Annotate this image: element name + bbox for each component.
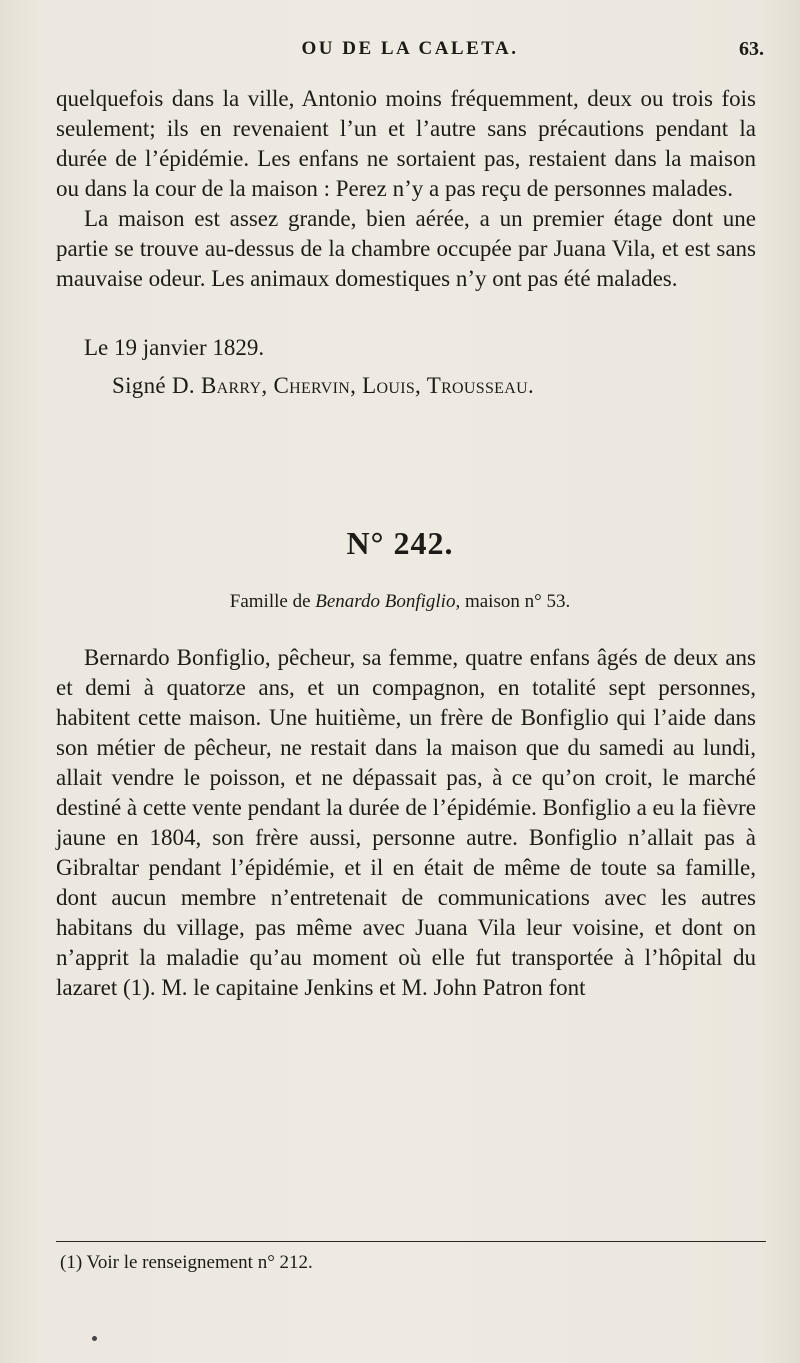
subtitle-prefix: Famille de: [229, 591, 311, 612]
running-title: OU DE LA CALETA.: [301, 38, 519, 59]
footnote-rule: [56, 1241, 766, 1242]
signature-names: D. Barry, Chervin, Louis, Trousseau.: [171, 373, 535, 398]
ink-speck: [92, 1336, 97, 1341]
paragraph: quelquefois dans la ville, Antonio moins fréquemment, deux ou trois fois seulement; ils en revenaient l’un et l’autre sans précautions pendant la durée de l’épidémie. Les enfans ne sortaient pas, restaient dans la maison ou dans la cour de la maison : Perez n’y a pas reçu de personnes malades.: [56, 86, 756, 201]
footnote: (1) Voir le renseignement n° 212.: [60, 1252, 313, 1273]
paragraph: Bernardo Bonfiglio, pêcheur, sa femme, quatre enfans âgés de deux ans et demi à quatorze ans, et un compagnon, en totalité sept personnes, habitent cette maison. Une huitième, un frère de Bonfiglio qui l’aide dans son métier de pêcheur, ne restait dans la maison que du samedi au lundi, allait vendre le poisson, et ne dépassait pas, à ce qu’on croit, le marché destiné à cette vente pendant la durée de l’épidémie. Bonfiglio a eu la fièvre jaune en 1804, son frère aussi, personne autre. Bonfiglio n’allait pas à Gibraltar pendant l’épidémie, et il en était de même de toute sa famille, dont aucun membre n’entretenait de communications avec les autres habitans du village, pas même avec Juana Vila leur voisine, et dont on n’apprit la maladie qu’au moment où elle fut transportée à l’hôpital du lazaret (1). M. le capitaine Jenkins et M. John Patron font: [56, 645, 756, 1000]
subtitle-family-name: Benardo Bonfiglio,: [315, 591, 461, 612]
page-number: 63.: [739, 38, 764, 60]
paragraph: La maison est assez grande, bien aérée, a un premier étage dont une partie se trouve au-dessus de la chambre occupée par Juana Vila, et est sans mauvaise odeur. Les animaux domestiques n’y ont pas été malades.: [56, 206, 756, 291]
dateline: Le 19 janvier 1829.: [84, 335, 265, 360]
signature-lead: Signé: [112, 373, 166, 398]
page-header: [56, 38, 764, 70]
entry-subtitle: [0, 591, 800, 613]
entry-text: [56, 643, 756, 1003]
signature-line: [112, 371, 534, 401]
continuation-text: [56, 84, 756, 294]
subtitle-house: maison n° 53.: [464, 591, 571, 612]
entry-number: N° 242.: [346, 525, 454, 561]
